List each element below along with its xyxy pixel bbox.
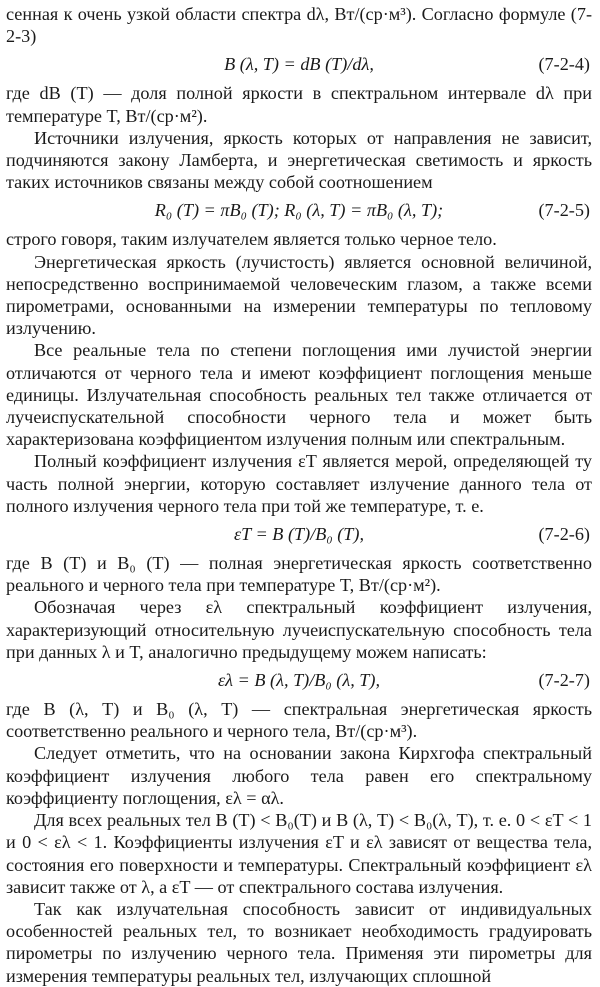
paragraph-11: Следует отметить, что на основании закона Кирхгофа спектральный коэффициент излучения любого тела равен его спектральному коэффициенту поглощения, ελ = αλ. (6, 743, 592, 808)
equation-number: (7-2-4) (538, 54, 590, 75)
paragraph-13: Так как излучательная способность зависит от индивидуальных особенностей реальных тел, то возникает необходимость градуировать пирометры по излучению черного тела. Применяя эти пирометры для измерения температуры реальных тел, излучающих сплошной (6, 898, 592, 986)
paragraph-7: Полный коэффициент излучения εT является мерой, определяющей ту часть полной энергии, которую составляет излучение данного тела от полного излучения черного тела при той же температуре, т. е. (6, 451, 592, 516)
equation-number: (7-2-6) (538, 524, 590, 545)
paragraph-2: где dB (T) — доля полной яркости в спектральном интервале dλ при температуре T, Вт/(ср·м²). (6, 83, 592, 126)
paragraph-4: строго говоря, таким излучателем является только черное тело. (6, 229, 497, 250)
equation-text: ελ = B (λ, T)/B₀ (λ, T), (217, 670, 381, 691)
equation-text: εT = B (T)/B₀ (T), (233, 524, 364, 545)
paragraph-9: Обозначая через ελ спектральный коэффициент излучения, характеризующий относительную лучеиспускательную способность тела при данных λ и T, аналогично предыдущему можем написать: (6, 597, 592, 662)
equation-number: (7-2-5) (538, 200, 590, 221)
paragraph-3: Источники излучения, яркость которых от направления не зависит, подчиняются закону Ламберта, и энергетическая светимость и яркость таких источников связаны между собой соотношением (6, 127, 592, 193)
equation-7-2-4 (6, 52, 592, 76)
equation-7-2-7 (6, 668, 592, 692)
equation-7-2-5 (6, 198, 592, 222)
paragraph-5: Энергетическая яркость (лучистость) является основной величиной, непосредственно воспринимаемой человеческим глазом, а также всеми пирометрами, основанными на измерении температуры по тепловому излучению. (6, 251, 592, 339)
equation-text: B (λ, T) = dB (T)/dλ, (224, 54, 374, 75)
paragraph-8: где B (T) и B₀ (T) — полная энергетическая яркость соответственно реального и черного тела при температуре T, Вт/(ср·м²). (6, 553, 592, 596)
paragraph-12: Для всех реальных тел B (T) < B₀(T) и B (λ, T) < B₀(λ, T), т. е. 0 < εT < 1 и 0 < ελ < 1. Коэффициенты излучения εT и ελ зависят от вещества тела, состояния его поверхности и температуры. Спектральный коэффициент ελ зависит также от λ, а εT — от спектрального состава излучения. (6, 810, 592, 897)
paragraph-6: Все реальные тела по степени поглощения ими лучистой энергии отличаются от черного тела и имеют коэффициент поглощения меньше единицы. Излучательная способность реальных тел также отличается от лучеиспускательной способности черного тела и может быть характеризована коэффициентом излучения полным или спектральным. (6, 340, 592, 450)
equation-7-2-6 (6, 522, 592, 546)
equation-text: R₀ (T) = πB₀ (T); R₀ (λ, T) = πB₀ (λ, T); (154, 200, 444, 221)
paragraph-10: где B (λ, T) и B₀ (λ, T) — спектральная энергетическая яркость соответственно реального и черного тела, Вт/(ср·м³). (6, 699, 592, 742)
paragraph-1: сенная к очень узкой области спектра dλ, Вт/(ср·м³). Согласно формуле (7-2-3) (6, 4, 592, 47)
equation-number: (7-2-7) (538, 670, 590, 691)
